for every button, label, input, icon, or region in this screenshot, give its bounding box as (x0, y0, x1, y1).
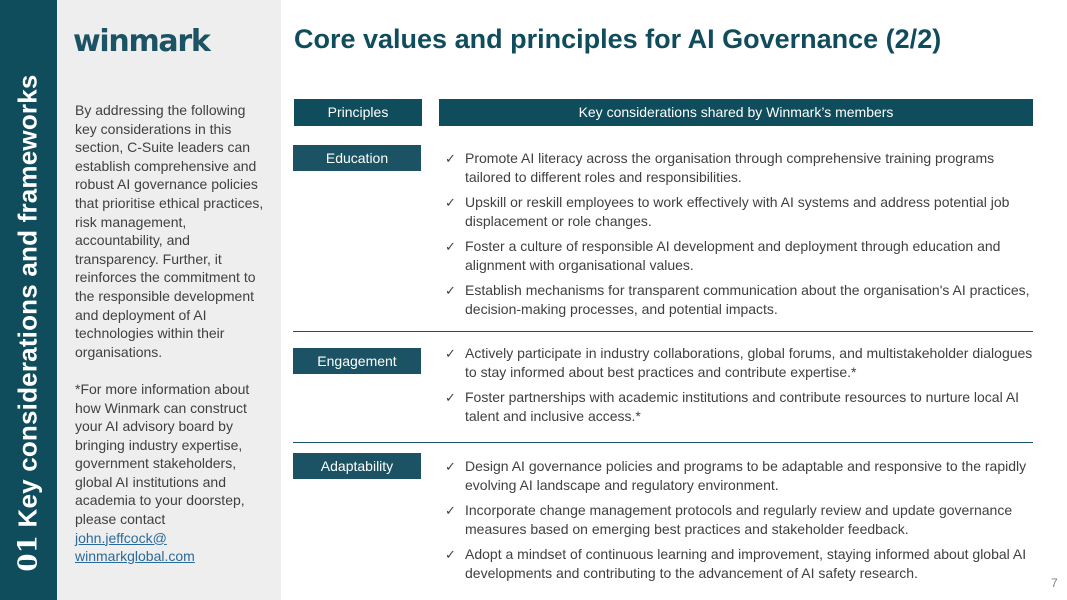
check-icon: ✓ (445, 547, 456, 562)
principle-label-engagement: Engagement (293, 348, 421, 374)
consideration-text: Upskill or reskill employees to work effectively with AI systems and address potential job displacement or role changes. (465, 194, 1010, 229)
consideration-text: Foster a culture of responsible AI development and deployment through education and alignment with organisational values. (465, 238, 1001, 273)
consideration-text: Design AI governance policies and programs to be adaptable and responsive to the rapidly evolving AI landscape and regulatory environment. (465, 458, 1027, 493)
intro-text (75, 101, 265, 584)
check-icon: ✓ (445, 151, 456, 166)
check-icon: ✓ (445, 195, 456, 210)
consideration-text: Actively participate in industry collaborations, global forums, and multistakeholder dialogues to stay informed about best practices and contribute expertise.* (465, 345, 1033, 380)
consideration-item (445, 457, 1035, 495)
email-line-1: john.jeffcock@ (75, 529, 167, 546)
consideration-item (445, 344, 1035, 382)
section-number: 01 (13, 534, 44, 572)
check-icon: ✓ (445, 239, 456, 254)
intro-note (75, 380, 265, 566)
consideration-item (445, 237, 1035, 275)
winmark-logo: winmark (73, 24, 210, 59)
education-considerations (445, 149, 1035, 325)
consideration-text: Promote AI literacy across the organisation through comprehensive training programs tailored to different roles and responsibilities. (465, 150, 995, 185)
check-icon: ✓ (445, 283, 456, 298)
check-icon: ✓ (445, 390, 456, 405)
consideration-text: Incorporate change management protocols and regularly review and update governance measures based on emerging best practices and stakeholder feedback. (465, 502, 1013, 537)
principle-label-education: Education (293, 145, 421, 171)
page-number: 7 (1051, 576, 1058, 590)
email-line-2: winmarkglobal.com (75, 548, 195, 565)
page-title: Core values and principles for AI Governance (2/2) (294, 24, 942, 54)
consideration-text: Adopt a mindset of continuous learning and improvement, staying informed about global AI developments and contributing to the advancement of AI safety research. (465, 546, 1027, 581)
principles-header: Principles (294, 99, 422, 126)
contact-email-link[interactable] (75, 530, 195, 565)
section-title: Key considerations and frameworks (12, 74, 43, 528)
row-divider (293, 442, 1033, 443)
contact-note: *For more information about how Winmark can construct your AI advisory board by bringing industry expertise, government stakeholders, global AI institutions and academia to your doorstep, please contact (75, 380, 250, 528)
consideration-item (445, 545, 1035, 583)
check-icon: ✓ (445, 346, 456, 361)
consideration-item (445, 281, 1035, 319)
check-icon: ✓ (445, 503, 456, 518)
adaptability-considerations (445, 457, 1035, 589)
check-icon: ✓ (445, 459, 456, 474)
consideration-item (445, 149, 1035, 187)
consideration-item (445, 501, 1035, 539)
engagement-considerations (445, 344, 1035, 432)
principle-label-adaptability: Adaptability (293, 453, 421, 479)
consideration-text: Foster partnerships with academic institutions and contribute resources to nurture local AI talent and inclusive access.* (465, 389, 1020, 424)
consideration-item (445, 388, 1035, 426)
row-divider (293, 331, 1033, 332)
considerations-header: Key considerations shared by Winmark’s members (439, 99, 1033, 126)
consideration-item (445, 193, 1035, 231)
intro-paragraph: By addressing the following key considerations in this section, C-Suite leaders can establish comprehensive and robust AI governance policies that prioritise ethical practices, risk management, accountability, and transparency. Further, it reinforces the commitment to the responsible development and deployment of AI technologies within their organisations. (75, 102, 264, 360)
consideration-text: Establish mechanisms for transparent communication about the organisation's AI practices, decision-making processes, and potential impacts. (465, 282, 1030, 317)
section-title-vertical (13, 74, 44, 571)
